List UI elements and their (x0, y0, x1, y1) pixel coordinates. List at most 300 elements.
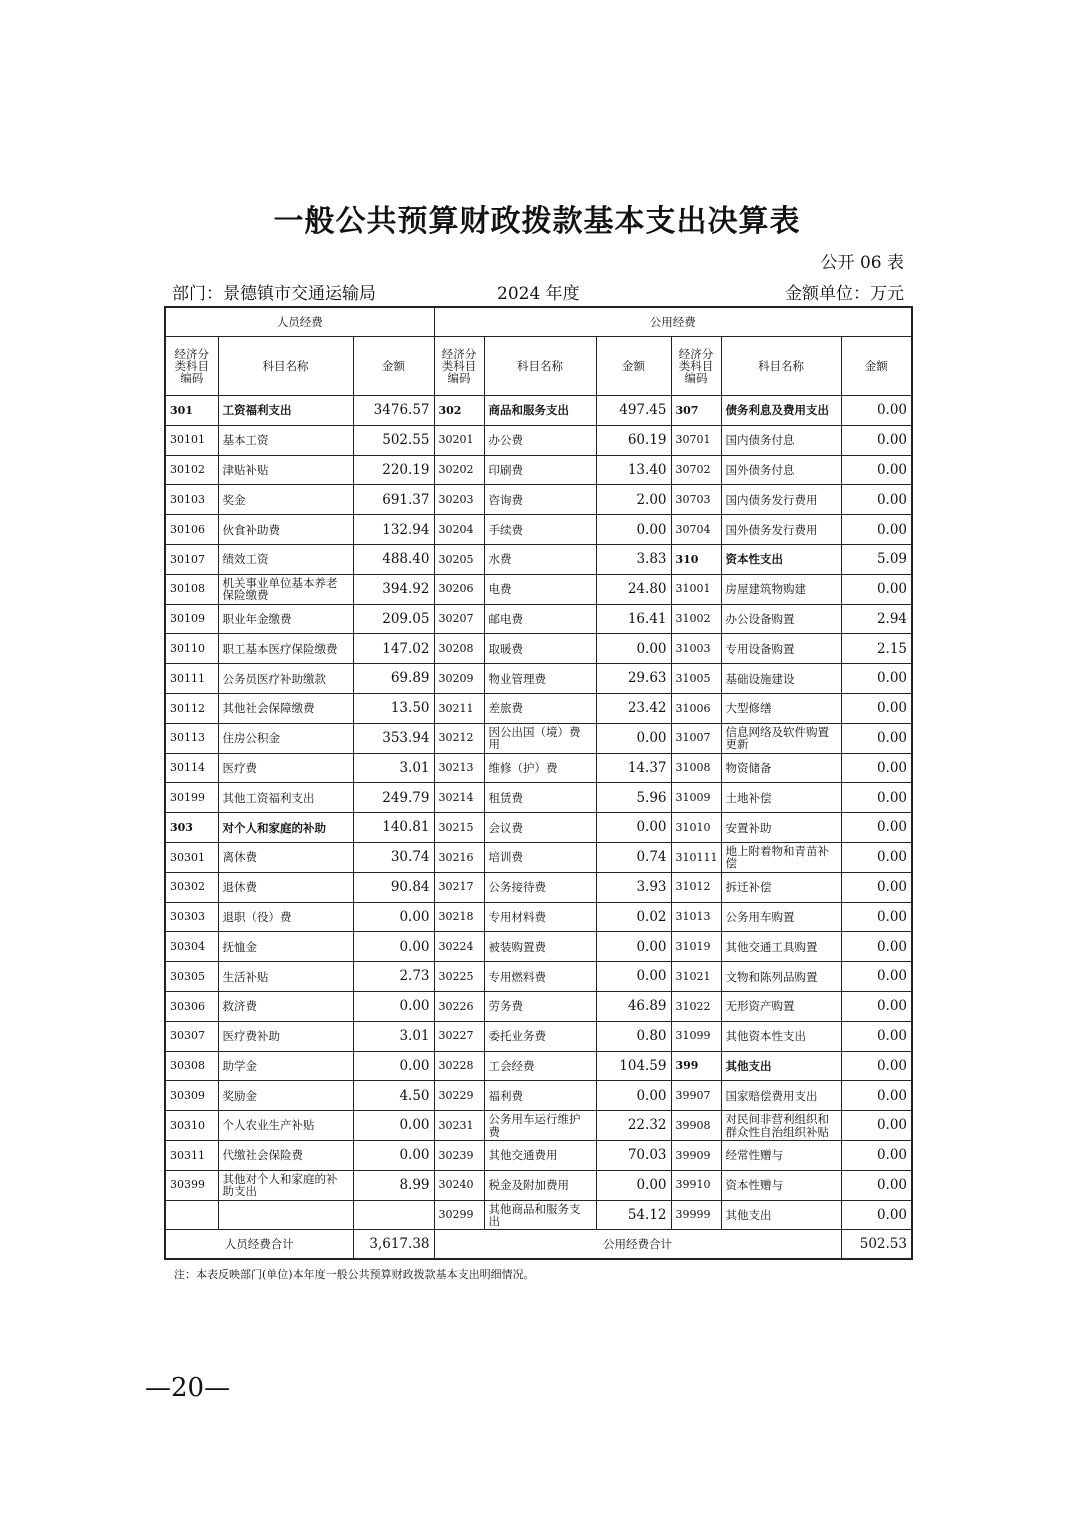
name-cell: 专用燃料费 (484, 962, 596, 992)
table-row (165, 1200, 912, 1230)
amount-cell: 209.05 (353, 604, 434, 634)
table-row (165, 574, 912, 604)
code-cell: 30703 (671, 485, 721, 515)
totals-row (165, 1230, 912, 1260)
name-cell: 国内债务付息 (721, 425, 841, 455)
name-cell: 大型修缮 (721, 693, 841, 723)
table-row (165, 1081, 912, 1111)
code-cell: 31099 (671, 1021, 721, 1051)
table-row (165, 425, 912, 455)
code-cell: 30212 (434, 723, 484, 753)
code-cell: 30299 (434, 1200, 484, 1230)
name-cell: 代缴社会保险费 (218, 1140, 353, 1170)
name-cell: 抚恤金 (218, 932, 353, 962)
amount-cell: 0.00 (841, 1200, 912, 1230)
name-cell: 办公费 (484, 425, 596, 455)
name-cell: 国内债务发行费用 (721, 485, 841, 515)
amount-cell: 0.00 (841, 574, 912, 604)
name-cell: 职工基本医疗保险缴费 (218, 634, 353, 664)
code-cell: 30213 (434, 753, 484, 783)
code-cell: 303 (165, 813, 218, 843)
table-row (165, 1111, 912, 1141)
name-cell: 机关事业单位基本养老保险缴费 (218, 574, 353, 604)
code-cell: 31022 (671, 991, 721, 1021)
code-cell: 31019 (671, 932, 721, 962)
code-cell: 30224 (434, 932, 484, 962)
amount-cell: 0.00 (841, 515, 912, 545)
amount-cell: 0.00 (841, 813, 912, 843)
department-label: 部门：景德镇市交通运输局 (172, 284, 376, 304)
name-cell: 委托业务费 (484, 1021, 596, 1051)
header-code: 经济分类科目编码 (434, 337, 484, 396)
personnel-total-label: 人员经费合计 (165, 1230, 353, 1260)
amount-cell: 0.00 (841, 932, 912, 962)
code-cell: 31006 (671, 693, 721, 723)
code-cell: 31010 (671, 813, 721, 843)
name-cell: 税金及附加费用 (484, 1170, 596, 1200)
amount-cell: 3476.57 (353, 396, 434, 426)
name-cell: 因公出国（境）费用 (484, 723, 596, 753)
name-cell: 其他交通工具购置 (721, 932, 841, 962)
name-cell: 商品和服务支出 (484, 396, 596, 426)
amount-cell: 3.01 (353, 1021, 434, 1051)
name-cell: 其他支出 (721, 1200, 841, 1230)
code-cell: 30231 (434, 1111, 484, 1141)
code-cell: 39999 (671, 1200, 721, 1230)
name-cell: 房屋建筑物购建 (721, 574, 841, 604)
amount-cell: 497.45 (596, 396, 671, 426)
name-cell: 资本性支出 (721, 544, 841, 574)
code-cell: 30109 (165, 604, 218, 634)
name-cell: 公务用车购置 (721, 902, 841, 932)
code-cell: 30704 (671, 515, 721, 545)
name-cell: 安置补助 (721, 813, 841, 843)
name-cell: 福利费 (484, 1081, 596, 1111)
amount-cell: 0.00 (841, 1051, 912, 1081)
name-cell: 离休费 (218, 842, 353, 872)
amount-cell: 488.40 (353, 544, 434, 574)
amount-cell: 3.93 (596, 872, 671, 902)
page-title: 一般公共预算财政拨款基本支出决算表 (273, 204, 801, 239)
name-cell: 公务用车运行维护费 (484, 1111, 596, 1141)
table-number: 公开 06 表 (820, 253, 904, 273)
name-cell: 租赁费 (484, 783, 596, 813)
header-code: 经济分类科目编码 (165, 337, 218, 396)
code-cell: 30301 (165, 842, 218, 872)
table-row (165, 604, 912, 634)
amount-cell: 220.19 (353, 455, 434, 485)
amount-cell: 5.09 (841, 544, 912, 574)
name-cell: 文物和陈列品购置 (721, 962, 841, 992)
code-cell: 30229 (434, 1081, 484, 1111)
amount-cell: 140.81 (353, 813, 434, 843)
table-row (165, 842, 912, 872)
code-cell: 31012 (671, 872, 721, 902)
code-cell: 31007 (671, 723, 721, 753)
name-cell: 邮电费 (484, 604, 596, 634)
code-cell: 30209 (434, 664, 484, 694)
amount-cell: 0.02 (596, 902, 671, 932)
name-cell: 住房公积金 (218, 723, 353, 753)
code-cell: 30103 (165, 485, 218, 515)
code-cell: 30227 (434, 1021, 484, 1051)
name-cell: 无形资产购置 (721, 991, 841, 1021)
amount-cell: 0.00 (841, 962, 912, 992)
code-cell: 310 (671, 544, 721, 574)
code-cell (165, 1200, 218, 1230)
name-cell: 地上附着物和青苗补偿 (721, 842, 841, 872)
amount-cell: 394.92 (353, 574, 434, 604)
name-cell: 差旅费 (484, 693, 596, 723)
amount-cell: 0.00 (841, 1111, 912, 1141)
name-cell: 国外债务发行费用 (721, 515, 841, 545)
amount-cell: 0.00 (596, 634, 671, 664)
name-cell: 退休费 (218, 872, 353, 902)
code-cell: 30304 (165, 932, 218, 962)
public-total-label: 公用经费合计 (434, 1230, 841, 1260)
table-row (165, 634, 912, 664)
table-row (165, 872, 912, 902)
code-cell: 39908 (671, 1111, 721, 1141)
name-cell: 助学金 (218, 1051, 353, 1081)
amount-cell: 30.74 (353, 842, 434, 872)
header-name: 科目名称 (721, 337, 841, 396)
name-cell: 资本性赠与 (721, 1170, 841, 1200)
amount-cell: 70.03 (596, 1140, 671, 1170)
amount-cell: 8.99 (353, 1170, 434, 1200)
code-cell: 30108 (165, 574, 218, 604)
header-amount: 金额 (596, 337, 671, 396)
name-cell: 会议费 (484, 813, 596, 843)
table-row (165, 962, 912, 992)
table-row (165, 664, 912, 694)
amount-cell: 0.00 (841, 455, 912, 485)
table-row (165, 902, 912, 932)
name-cell: 水费 (484, 544, 596, 574)
page-number: —20— (145, 1373, 231, 1403)
name-cell: 生活补贴 (218, 962, 353, 992)
name-cell: 拆迁补偿 (721, 872, 841, 902)
footnote: 注：本表反映部门(单位)本年度一般公共预算财政拨款基本支出明细情况。 (174, 1268, 535, 1281)
amount-cell: 0.00 (841, 902, 912, 932)
amount-cell: 0.00 (841, 485, 912, 515)
amount-cell: 3.01 (353, 753, 434, 783)
amount-cell: 3.83 (596, 544, 671, 574)
table-row (165, 485, 912, 515)
amount-cell: 0.00 (353, 1051, 434, 1081)
name-cell: 基本工资 (218, 425, 353, 455)
code-cell: 30102 (165, 455, 218, 485)
amount-cell: 60.19 (596, 425, 671, 455)
name-cell: 经常性赠与 (721, 1140, 841, 1170)
amount-cell: 104.59 (596, 1051, 671, 1081)
amount-cell: 0.00 (353, 902, 434, 932)
name-cell: 公务接待费 (484, 872, 596, 902)
name-cell: 绩效工资 (218, 544, 353, 574)
amount-cell: 2.15 (841, 634, 912, 664)
table-row (165, 693, 912, 723)
code-cell: 30303 (165, 902, 218, 932)
amount-cell: 0.00 (596, 1170, 671, 1200)
code-cell: 30225 (434, 962, 484, 992)
amount-cell: 24.80 (596, 574, 671, 604)
amount-cell: 0.00 (353, 1140, 434, 1170)
code-cell: 31009 (671, 783, 721, 813)
name-cell: 其他支出 (721, 1051, 841, 1081)
amount-cell: 0.80 (596, 1021, 671, 1051)
name-cell: 物资储备 (721, 753, 841, 783)
table-row (165, 1140, 912, 1170)
name-cell: 其他工资福利支出 (218, 783, 353, 813)
code-cell: 30307 (165, 1021, 218, 1051)
amount-cell (353, 1200, 434, 1230)
code-cell: 39907 (671, 1081, 721, 1111)
code-cell: 310111 (671, 842, 721, 872)
code-cell: 30305 (165, 962, 218, 992)
code-cell: 30701 (671, 425, 721, 455)
code-cell: 30203 (434, 485, 484, 515)
code-cell: 307 (671, 396, 721, 426)
name-cell: 其他对个人和家庭的补助支出 (218, 1170, 353, 1200)
code-cell: 31008 (671, 753, 721, 783)
name-cell: 其他交通费用 (484, 1140, 596, 1170)
amount-cell: 0.00 (596, 962, 671, 992)
code-cell: 301 (165, 396, 218, 426)
amount-cell: 54.12 (596, 1200, 671, 1230)
amount-cell: 14.37 (596, 753, 671, 783)
table-row (165, 1021, 912, 1051)
code-cell: 31003 (671, 634, 721, 664)
table-row (165, 455, 912, 485)
code-cell: 30205 (434, 544, 484, 574)
code-cell: 31002 (671, 604, 721, 634)
code-cell: 30207 (434, 604, 484, 634)
amount-cell: 46.89 (596, 991, 671, 1021)
header-amount: 金额 (841, 337, 912, 396)
code-cell: 30204 (434, 515, 484, 545)
amount-cell: 502.55 (353, 425, 434, 455)
table-row (165, 783, 912, 813)
name-cell: 信息网络及软件购置更新 (721, 723, 841, 753)
code-cell: 30112 (165, 693, 218, 723)
amount-cell: 90.84 (353, 872, 434, 902)
amount-cell: 691.37 (353, 485, 434, 515)
name-cell: 伙食补助费 (218, 515, 353, 545)
name-cell: 其他商品和服务支出 (484, 1200, 596, 1230)
amount-cell: 5.96 (596, 783, 671, 813)
amount-cell: 0.00 (841, 872, 912, 902)
code-cell: 30228 (434, 1051, 484, 1081)
code-cell: 30101 (165, 425, 218, 455)
table-row (165, 753, 912, 783)
amount-cell: 13.40 (596, 455, 671, 485)
name-cell: 维修（护）费 (484, 753, 596, 783)
name-cell: 手续费 (484, 515, 596, 545)
amount-cell: 0.00 (596, 1081, 671, 1111)
header-name: 科目名称 (218, 337, 353, 396)
table-row (165, 396, 912, 426)
table-row (165, 723, 912, 753)
code-cell: 30702 (671, 455, 721, 485)
amount-cell: 0.00 (841, 753, 912, 783)
amount-cell: 4.50 (353, 1081, 434, 1111)
code-cell: 30107 (165, 544, 218, 574)
name-cell: 专用材料费 (484, 902, 596, 932)
amount-cell: 0.00 (841, 425, 912, 455)
amount-cell: 29.63 (596, 664, 671, 694)
amount-cell: 0.00 (841, 1170, 912, 1200)
group-public: 公用经费 (434, 307, 912, 337)
name-cell (218, 1200, 353, 1230)
code-cell: 30309 (165, 1081, 218, 1111)
table-row (165, 1051, 912, 1081)
name-cell: 印刷费 (484, 455, 596, 485)
code-cell: 30399 (165, 1170, 218, 1200)
table-row (165, 1170, 912, 1200)
code-cell: 30106 (165, 515, 218, 545)
code-cell: 31005 (671, 664, 721, 694)
code-cell: 30114 (165, 753, 218, 783)
name-cell: 其他社会保障缴费 (218, 693, 353, 723)
code-cell: 30310 (165, 1111, 218, 1141)
name-cell: 被装购置费 (484, 932, 596, 962)
code-cell: 399 (671, 1051, 721, 1081)
name-cell: 奖金 (218, 485, 353, 515)
name-cell: 基础设施建设 (721, 664, 841, 694)
code-cell: 30206 (434, 574, 484, 604)
code-cell: 30239 (434, 1140, 484, 1170)
amount-cell: 0.00 (596, 932, 671, 962)
amount-cell: 0.00 (841, 783, 912, 813)
code-cell: 31013 (671, 902, 721, 932)
unit-label: 金额单位：万元 (785, 284, 904, 304)
amount-cell: 249.79 (353, 783, 434, 813)
table-row (165, 515, 912, 545)
amount-cell: 0.00 (353, 1111, 434, 1141)
header-code: 经济分类科目编码 (671, 337, 721, 396)
name-cell: 土地补偿 (721, 783, 841, 813)
amount-cell: 353.94 (353, 723, 434, 753)
name-cell: 津贴补贴 (218, 455, 353, 485)
table-row (165, 991, 912, 1021)
name-cell: 公务员医疗补助缴款 (218, 664, 353, 694)
name-cell: 咨询费 (484, 485, 596, 515)
header-name: 科目名称 (484, 337, 596, 396)
amount-cell: 0.00 (841, 842, 912, 872)
amount-cell: 0.00 (841, 1140, 912, 1170)
code-cell: 30201 (434, 425, 484, 455)
amount-cell: 0.00 (841, 1081, 912, 1111)
code-cell: 39909 (671, 1140, 721, 1170)
name-cell: 取暖费 (484, 634, 596, 664)
name-cell: 债务利息及费用支出 (721, 396, 841, 426)
code-cell: 30306 (165, 991, 218, 1021)
code-cell: 30215 (434, 813, 484, 843)
amount-cell: 0.00 (596, 723, 671, 753)
table-row (165, 932, 912, 962)
amount-cell: 147.02 (353, 634, 434, 664)
name-cell: 培训费 (484, 842, 596, 872)
code-cell: 30214 (434, 783, 484, 813)
amount-cell: 0.00 (841, 664, 912, 694)
amount-cell: 0.00 (841, 991, 912, 1021)
group-personnel: 人员经费 (165, 307, 434, 337)
code-cell: 30113 (165, 723, 218, 753)
name-cell: 国外债务付息 (721, 455, 841, 485)
code-cell: 30311 (165, 1140, 218, 1170)
name-cell: 对个人和家庭的补助 (218, 813, 353, 843)
code-cell: 31021 (671, 962, 721, 992)
code-cell: 30199 (165, 783, 218, 813)
code-cell: 30216 (434, 842, 484, 872)
amount-cell: 0.00 (841, 723, 912, 753)
amount-cell: 13.50 (353, 693, 434, 723)
code-cell: 39910 (671, 1170, 721, 1200)
amount-cell: 0.00 (596, 515, 671, 545)
name-cell: 对民间非营利组织和群众性自治组织补贴 (721, 1111, 841, 1141)
name-cell: 职业年金缴费 (218, 604, 353, 634)
code-cell: 30308 (165, 1051, 218, 1081)
year-label: 2024 年度 (497, 284, 580, 304)
code-cell: 30217 (434, 872, 484, 902)
amount-cell: 0.00 (353, 991, 434, 1021)
amount-cell: 0.00 (841, 1021, 912, 1051)
code-cell: 30111 (165, 664, 218, 694)
amount-cell: 2.94 (841, 604, 912, 634)
code-cell: 30208 (434, 634, 484, 664)
table-row (165, 813, 912, 843)
name-cell: 物业管理费 (484, 664, 596, 694)
code-cell: 30202 (434, 455, 484, 485)
name-cell: 医疗费补助 (218, 1021, 353, 1051)
name-cell: 办公设备购置 (721, 604, 841, 634)
amount-cell: 23.42 (596, 693, 671, 723)
name-cell: 退职（役）费 (218, 902, 353, 932)
name-cell: 工会经费 (484, 1051, 596, 1081)
code-cell: 30211 (434, 693, 484, 723)
header-amount: 金额 (353, 337, 434, 396)
name-cell: 国家赔偿费用支出 (721, 1081, 841, 1111)
name-cell: 奖励金 (218, 1081, 353, 1111)
amount-cell: 132.94 (353, 515, 434, 545)
code-cell: 31001 (671, 574, 721, 604)
amount-cell: 0.74 (596, 842, 671, 872)
public-total-value: 502.53 (841, 1230, 912, 1260)
name-cell: 劳务费 (484, 991, 596, 1021)
amount-cell: 0.00 (841, 693, 912, 723)
personnel-total-value: 3,617.38 (353, 1230, 434, 1260)
code-cell: 30302 (165, 872, 218, 902)
expenditure-table (164, 306, 913, 1260)
table-row (165, 544, 912, 574)
name-cell: 其他资本性支出 (721, 1021, 841, 1051)
amount-cell: 16.41 (596, 604, 671, 634)
code-cell: 30226 (434, 991, 484, 1021)
name-cell: 救济费 (218, 991, 353, 1021)
name-cell: 电费 (484, 574, 596, 604)
name-cell: 专用设备购置 (721, 634, 841, 664)
amount-cell: 0.00 (596, 813, 671, 843)
name-cell: 个人农业生产补贴 (218, 1111, 353, 1141)
name-cell: 工资福利支出 (218, 396, 353, 426)
name-cell: 医疗费 (218, 753, 353, 783)
amount-cell: 0.00 (841, 396, 912, 426)
amount-cell: 2.00 (596, 485, 671, 515)
code-cell: 30240 (434, 1170, 484, 1200)
code-cell: 30110 (165, 634, 218, 664)
code-cell: 30218 (434, 902, 484, 932)
amount-cell: 22.32 (596, 1111, 671, 1141)
